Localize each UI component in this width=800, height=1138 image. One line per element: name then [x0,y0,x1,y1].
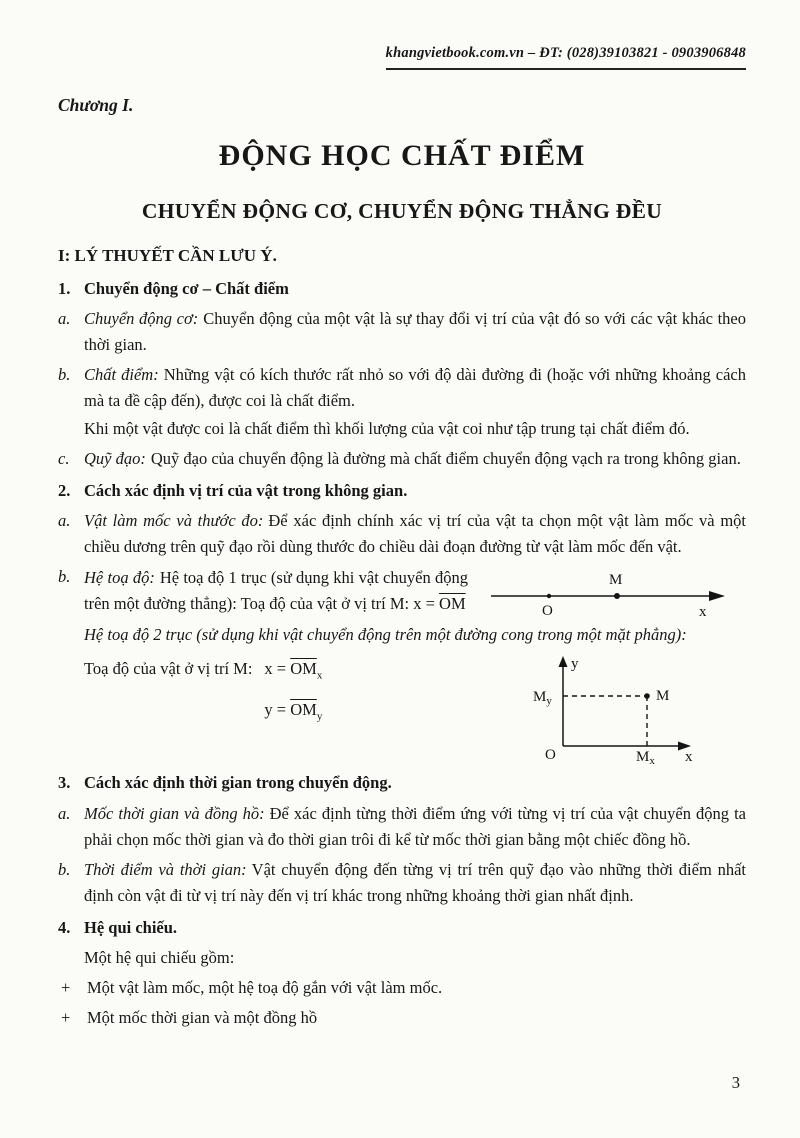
section-2-heading [58,478,746,504]
my-label: $M_y$ [532,689,552,708]
item-3a-label: a. [58,803,71,823]
reference-frame-intro: Một hệ qui chiếu gồm: [84,947,235,967]
coordinates-equations: Toạ độ của vật ở vị trí M: $x = \overline{OM}_x$ $y = \overline{OM}_y$ [84,652,481,725]
plus-marker: + [61,977,71,997]
overline-OMy: $\overline{OM}$ [290,700,317,720]
x-axis-arrow [709,591,725,601]
item-2a [58,508,746,560]
reference-frame-bullet-2: + Một mốc thời gian và một đồng hồ [58,1005,746,1031]
page-header [58,42,746,70]
page-number: 3 [731,1072,740,1092]
item-2b-text: Hệ toạ độ: Hệ toạ độ 1 trục (sử dụng khi vật chuyển động trên một đường thẳng): Toạ độ của vật ở vị trí M: $x = \overline{OM}$ [84,568,468,614]
item-3b-text: Thời điểm và thời gian: Vật chuyển động đến từng vị trí trên quỹ đạo vào những thời điểm nhất định còn vật đi từ vị trí này đến vị trí khác trong những khoảng thời gian nhất định. [84,859,746,905]
section-3-heading [58,770,746,796]
item-1b [58,362,746,442]
reference-frame-bullet-1: + Một vật làm mốc, một hệ toạ độ gắn với vật làm mốc. [58,975,746,1001]
one-axis-diagram [487,564,727,618]
two-axis-diagram [529,652,699,764]
point-m-label: M [608,572,623,589]
item-3a [58,801,746,853]
item-2a-label: a. [58,511,71,531]
one-axis-figure [468,564,746,618]
origin-label: O [541,603,553,619]
overline-OMx: $\overline{OM}$ [290,659,317,679]
item-2b-label: b. [58,567,71,587]
y-axis-arrow [558,656,567,667]
equation-x: $x = \overline{OM}_x$ [264,659,323,682]
section-1-heading [58,276,746,302]
item-3b-label: b. [58,859,71,879]
item-2b-row-one-axis [84,564,746,618]
publisher-contact-line: khangvietbook.com.vn – ĐT: (028)39103821 - 0903906848 [386,42,746,70]
section-3-number: 3. [58,773,71,793]
item-2b-row-two-axis [84,652,746,764]
y-axis-label: y [570,656,579,673]
point-m-label: M [655,688,669,705]
section-4-heading [58,915,746,941]
x-axis-label: x [698,604,707,619]
section-2-title: Cách xác định vị trí của vật trong không gian. [84,481,408,501]
chapter-label: Chương I. [58,94,134,115]
origin-label: O [544,747,556,764]
item-1a [58,306,746,358]
item-1b-continuation: Khi một vật được coi là chất điểm thì khối lượng của vật coi như tập trung tại chất điểm đó. [84,419,690,439]
section-2-number: 2. [58,481,71,501]
item-1a-text: Chuyển động cơ: Chuyển động của một vật là sự thay đổi vị trí của vật đó so với các vật khác theo thời gian. [84,308,747,354]
two-axis-intro: Hệ toạ độ 2 trục (sử dụng khi vật chuyển động trên một đường cong trong một mặt phẳng): [84,625,687,645]
section-4-title: Hệ qui chiếu. [84,917,178,937]
plus-marker: + [61,1007,71,1027]
item-1c [58,446,746,472]
item-1b-label: b. [58,364,71,384]
mx-label: $M_x$ [635,749,655,765]
item-1a-label: a. [58,308,71,328]
item-1b-text: Chất điểm: Những vật có kích thước rất nhỏ so với độ dài đường đi (hoặc với những khoảng cách mà ta đề cập đến), được coi là chất điểm. [84,364,746,411]
section-3-title: Cách xác định thời gian trong chuyển động. [84,773,392,793]
overline-OM: $\overline{OM}$ [439,594,466,614]
item-3b [58,857,746,909]
point-m-dot [644,694,650,700]
item-1c-text: Quỹ đạo: Quỹ đạo của chuyển động là đường mà chất điểm chuyển động vạch ra trong không gian. [84,449,741,469]
item-3a-text: Mốc thời gian và đồng hồ: Để xác định từng thời điểm ứng với từng vị trí của vật chuyển động ta phải chọn mốc thời gian và đo thời gian trôi đi kể từ mốc thời gian bằng một chiếc đồng hồ. [84,803,746,849]
origin-dot [547,594,551,598]
section-4-number: 4. [58,917,71,937]
x-axis-label: x [684,749,693,765]
point-m-dot [614,593,620,599]
equation-y: $y = \overline{OM}_y$ [264,700,323,723]
item-2b [58,564,746,764]
page-subtitle: CHUYỂN ĐỘNG CƠ, CHUYỂN ĐỘNG THẲNG ĐỀU [141,198,663,223]
item-2a-text: Vật làm mốc và thước đo: Để xác định chính xác vị trí của vật ta chọn một vật làm mốc và một chiều dương trên quỹ đạo rồi dùng thước đo chiều dài đoạn đường từ vật làm mốc đến vật. [84,511,747,557]
two-axis-figure [481,652,746,764]
page-title: ĐỘNG HỌC CHẤT ĐIỂM [218,138,586,172]
item-1c-label: c. [58,449,70,469]
section-1-title: Chuyển động cơ – Chất điểm [84,278,289,298]
theory-section-heading: I: LÝ THUYẾT CẦN LƯU Ý. [58,245,277,265]
section-1-number: 1. [58,278,71,298]
